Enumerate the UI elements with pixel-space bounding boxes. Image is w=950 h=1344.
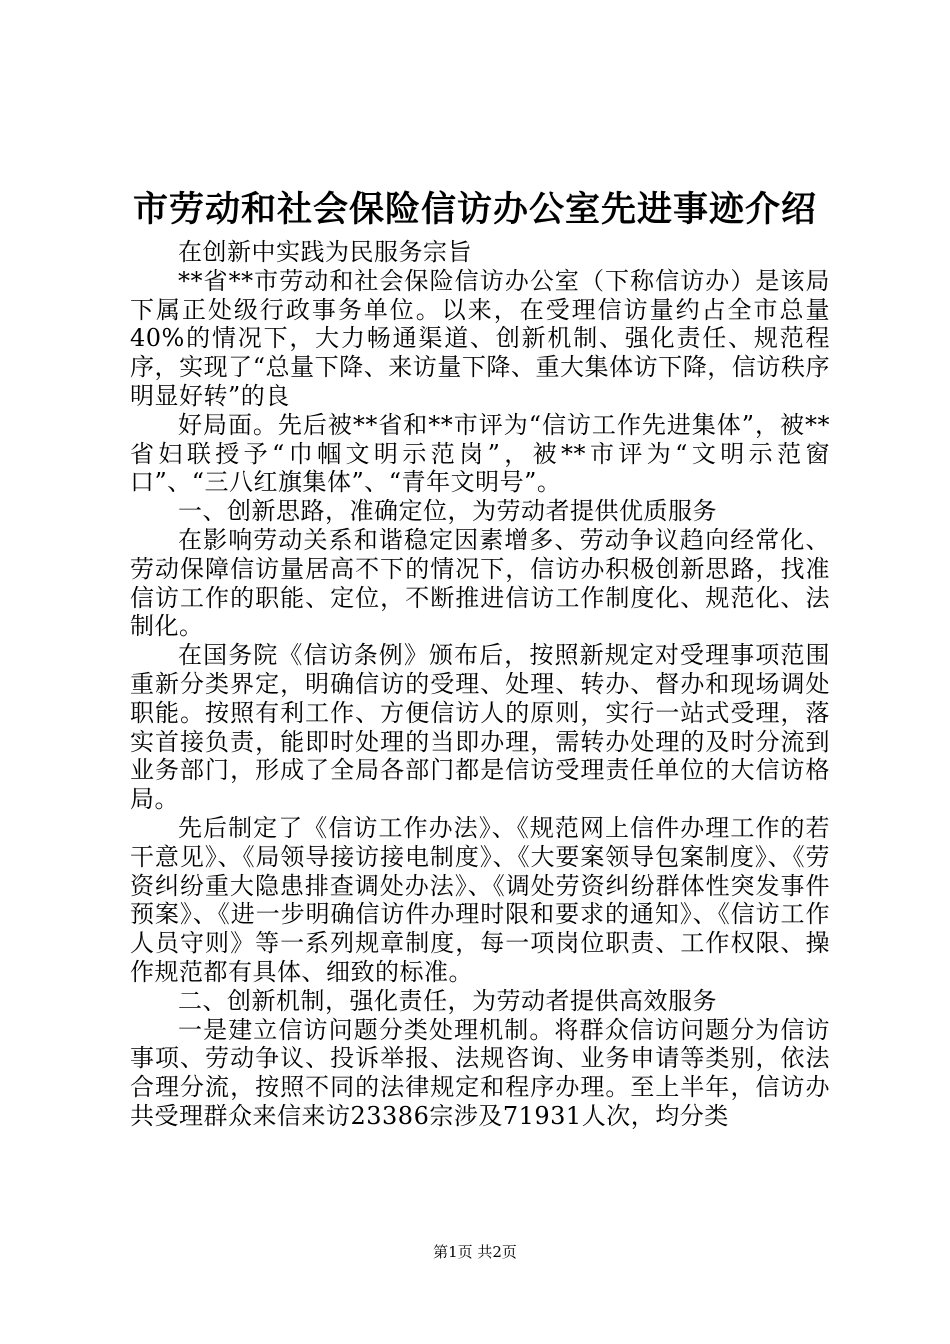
page-footer: 第1页 共2页 (433, 1243, 517, 1261)
document-title: 市劳动和社会保险信访办公室先进事迹介绍 (132, 189, 817, 230)
paragraph-honors: 好局面。先后被**省和**市评为“信访工作先进集体”，被**省妇联授予“巾帼文明示范岗”，被**市评为“文明示范窗口”、“三八红旗集体”、“青年文明号”。 (130, 410, 830, 497)
paragraph-intro: **省**市劳动和社会保险信访办公室（下称信访办）是该局下属正处级行政事务单位。以来，在受理信访量约占全市总量40%的情况下，大力畅通渠道、创新机制、强化责任、规范程序，实现了“总量下降、来访量下降、重大集体访下降，信访秩序明显好转”的良 (130, 266, 830, 410)
paragraph-section1-a: 在影响劳动关系和谐稳定因素增多、劳动争议趋向经常化、劳动保障信访量居高不下的情况下，信访办积极创新思路，找准信访工作的职能、定位，不断推进信访工作制度化、规范化、法制化。 (130, 525, 830, 641)
paragraph-section1-b: 在国务院《信访条例》颁布后，按照新规定对受理事项范围重新分类界定，明确信访的受理、处理、转办、督办和现场调处职能。按照有利工作、方便信访人的原则，实行一站式受理，落实首接负责，能即时处理的当即办理，需转办处理的及时分流到业务部门，形成了全局各部门都是信访受理责任单位的大信访格局。 (130, 641, 830, 814)
paragraph-section1-c: 先后制定了《信访工作办法》、《规范网上信件办理工作的若干意见》、《局领导接访接电制度》、《大要案领导包案制度》、《劳资纠纷重大隐患排查调处办法》、《调处劳资纠纷群体性突发事件预案》、《进一步明确信访件办理时限和要求的通知》、《信访工作人员守则》等一系列规章制度，每一项岗位职责、工作权限、操作规范都有具体、细致的标准。 (130, 813, 830, 986)
section-heading-1: 一、创新思路，准确定位，为劳动者提供优质服务 (178, 497, 717, 526)
paragraph-section2-a: 一是建立信访问题分类处理机制。将群众信访问题分为信访事项、劳动争议、投诉举报、法规咨询、业务申请等类别，依法合理分流，按照不同的法律规定和程序办理。至上半年，信访办共受理群众来信来访23386宗涉及71931人次，均分类 (130, 1015, 830, 1130)
section-heading-2: 二、创新机制，强化责任，为劳动者提供高效服务 (178, 986, 717, 1015)
paragraph-subtitle: 在创新中实践为民服务宗旨 (178, 238, 472, 266)
document-body (130, 238, 830, 1131)
